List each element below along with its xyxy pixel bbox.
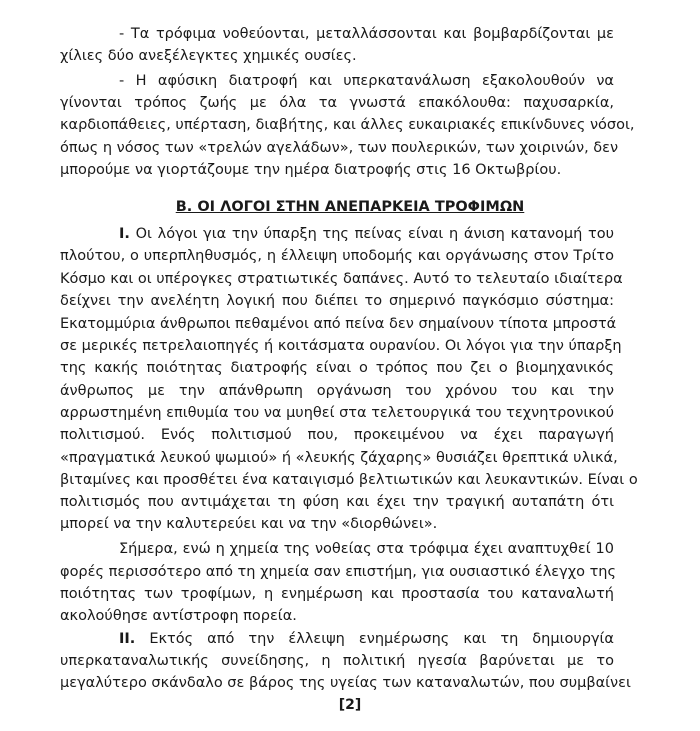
para1-line: της κακής ποιότητας διατροφής είναι ο τρόπος που ζει ο βιομηχανικός xyxy=(60,360,614,376)
para1-line: πολιτισμός που αντιμάχεται τη φύση και έχει την τραγική αυταπάτη ότι xyxy=(60,494,614,510)
para3-line: υπερκαταναλωτικής συνείδησης, η πολιτική ηγεσία βαρύνεται με το xyxy=(60,653,614,669)
para2-first-line: Σήμερα, ενώ η χημεία της νοθείας στα τρόφιμα έχει αναπτυχθεί 10 xyxy=(119,541,614,557)
section-heading: Β. ΟΙ ΛΟΓΟΙ ΣΤΗΝ ΑΝΕΠΑΡΚΕΙΑ ΤΡΟΦΙΜΩΝ xyxy=(175,199,525,215)
para1-line: «πραγματικά λευκού ψωμιού» ή «λευκής ζάχαρης» θυσιάζει θρεπτικά υλικά, xyxy=(60,450,618,466)
para3-line: μεγαλύτερο σκάνδαλο σε βάρος της υγείας των καταναλωτών, που συμβαίνει xyxy=(60,675,631,691)
para2-line: φορές περισσότερο από τη χημεία σαν επιστήμη, για ουσιαστικό έλεγχο της xyxy=(60,564,616,580)
page-number: [2] xyxy=(338,697,362,713)
para1-line: δείχνει την ανελέητη λογική που διέπει το σημερινό παγκόσμιο σύστημα: xyxy=(60,293,614,309)
para1-line: πολιτισμού. Ενός πολιτισμού που, προκειμένου να έχει παραγωγή xyxy=(60,427,614,443)
para1-numeral: Ι. xyxy=(119,226,130,242)
bullet-b-line-3: καρδιοπάθειες, υπέρταση, διαβήτης, και άλλες ευκαιριακές επικίνδυνες νόσοι, xyxy=(60,117,635,133)
para1-last-line: μπορεί να την καλυτερεύει και να την «διορθώνει». xyxy=(60,516,438,532)
para1-line: σε μερικές πετρελαιοπηγές ή κοιτάσματα ουρανίου. Οι λόγοι για την ύπαρξη xyxy=(60,338,622,354)
para1-first-text: Οι λόγοι για την ύπαρξη της πείνας είναι η άνιση κατανομή του xyxy=(135,226,615,242)
para1-line: άνθρωπος με την απάνθρωπη οργάνωση του χρόνου του και την xyxy=(60,383,614,399)
bullet-a-line-2: χίλιες δύο ανεξέλεγκτες χημικές ουσίες. xyxy=(60,48,357,64)
bullet-a-line-1: - Τα τρόφιμα νοθεύονται, μεταλλάσσονται και βομβαρδίζονται με xyxy=(119,26,614,42)
para2-line: ποιότητας των τροφίμων, η ενημέρωση και προστασία του καταναλωτή xyxy=(60,586,614,602)
para3-first-text: Εκτός από την έλλειψη ενημέρωσης και τη δημιουργία xyxy=(149,631,614,647)
para1-line: πλούτου, ο υπερπληθυσμός, η έλλειψη υποδομής και οργάνωσης στον Τρίτο xyxy=(60,248,614,264)
para1-line: Εκατομμύρια άνθρωποι πεθαμένοι από πείνα δεν σημαίνουν τίποτα μπροστά xyxy=(60,316,617,332)
para1-line: βιταμίνες και προσθέτει ένα καταιγισμό βελτιωτικών και λευκαντικών. Είναι ο xyxy=(60,472,638,488)
para2-last-line: ακολούθησε αντίστροφη πορεία. xyxy=(60,608,297,624)
bullet-b-line-4: όπως η νόσος των «τρελών αγελάδων», των πουλερικών, των χοιρινών, δεν xyxy=(60,140,619,156)
para1-first-line xyxy=(119,223,614,245)
bullet-b-line-2: γίνονται τρόπος ζωής με όλα τα γνωστά επακόλουθα: παχυσαρκία, xyxy=(60,95,614,111)
bullet-b-line-5: μπορούμε να γιορτάζουμε την ημέρα διατροφής στις 16 Οκτωβρίου. xyxy=(60,162,562,178)
para1-line: αρρωστημένη επιθυμία του να μυηθεί στα τελετουργικά του τεχνητρονικού xyxy=(60,405,615,421)
bullet-b-line-1: - Η αφύσικη διατροφή και υπερκατανάλωση εξακολουθούν να xyxy=(119,73,614,89)
para3-first-line xyxy=(119,628,614,650)
para1-line: Κόσμο και οι υπέρογκες στρατιωτικές δαπάνες. Αυτό το τελευταίο ιδιαίτερα xyxy=(60,271,623,287)
para3-numeral: ΙΙ. xyxy=(119,631,136,647)
